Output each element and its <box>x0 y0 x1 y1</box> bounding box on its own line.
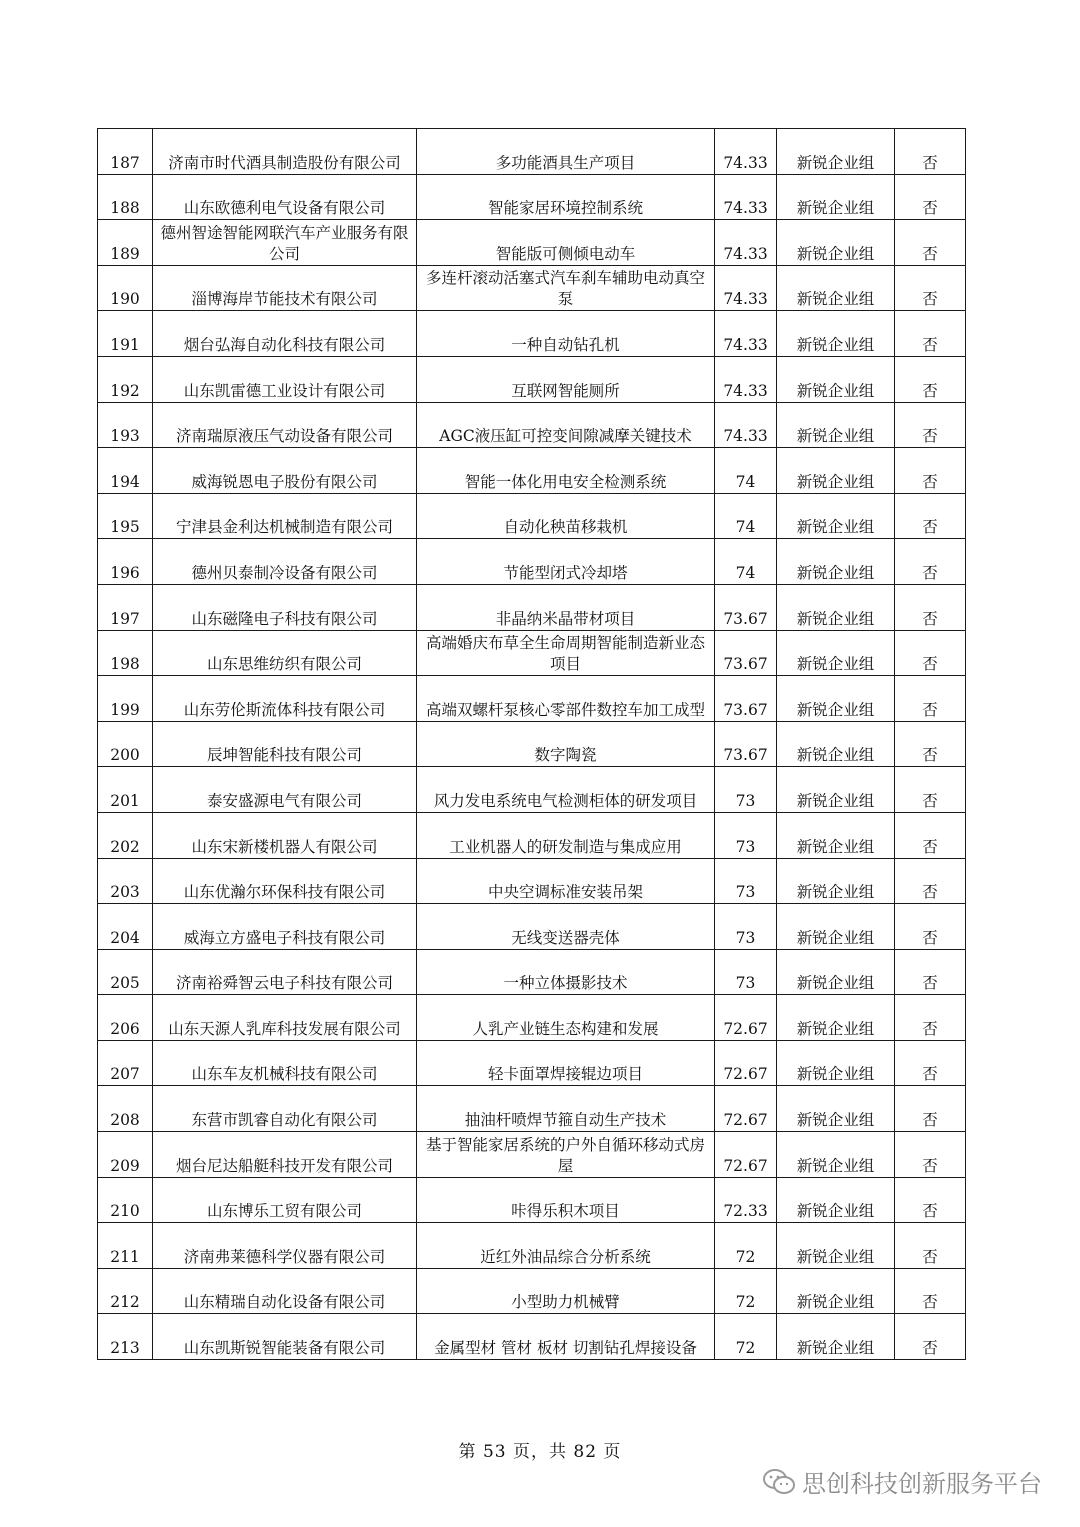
row-number: 213 <box>98 1314 153 1360</box>
group-name: 新锐企业组 <box>777 311 895 357</box>
flag: 否 <box>895 1132 966 1178</box>
flag: 否 <box>895 356 966 402</box>
row-number: 189 <box>98 220 153 266</box>
project-name: 中央空调标准安装吊架 <box>417 858 715 904</box>
project-name: 工业机器人的研发制造与集成应用 <box>417 812 715 858</box>
row-number: 187 <box>98 129 153 175</box>
score: 74.33 <box>715 174 777 220</box>
group-name: 新锐企业组 <box>777 1177 895 1223</box>
table-row <box>98 1177 966 1223</box>
company-name: 山东天源人乳库科技发展有限公司 <box>153 995 417 1041</box>
row-number: 192 <box>98 356 153 402</box>
watermark-text: 思创科技创新服务平台 <box>802 1470 1042 1498</box>
project-name: 金属型材 管材 板材 切割钻孔焊接设备 <box>417 1314 715 1360</box>
score: 74.33 <box>715 356 777 402</box>
project-name: 多连杆滚动活塞式汽车刹车辅助电动真空泵 <box>417 265 715 311</box>
project-name: 近红外油品综合分析系统 <box>417 1223 715 1269</box>
row-number: 200 <box>98 721 153 767</box>
project-name: 互联网智能厕所 <box>417 356 715 402</box>
row-number: 198 <box>98 630 153 676</box>
project-name: 非晶纳米晶带材项目 <box>417 584 715 630</box>
table-row <box>98 1040 966 1086</box>
score: 74 <box>715 448 777 494</box>
row-number: 207 <box>98 1040 153 1086</box>
score: 73.67 <box>715 630 777 676</box>
table-row <box>98 812 966 858</box>
score: 74.33 <box>715 220 777 266</box>
row-number: 208 <box>98 1086 153 1132</box>
group-name: 新锐企业组 <box>777 265 895 311</box>
project-name: 多功能酒具生产项目 <box>417 129 715 175</box>
company-name: 山东劳伦斯流体科技有限公司 <box>153 676 417 722</box>
score: 73 <box>715 949 777 995</box>
company-name: 威海锐恩电子股份有限公司 <box>153 448 417 494</box>
table-row <box>98 1086 966 1132</box>
project-name: 基于智能家居系统的户外自循环移动式房屋 <box>417 1132 715 1178</box>
flag: 否 <box>895 1268 966 1314</box>
project-name: 风力发电系统电气检测柜体的研发项目 <box>417 767 715 813</box>
watermark <box>762 1464 1042 1499</box>
row-number: 204 <box>98 904 153 950</box>
group-name: 新锐企业组 <box>777 356 895 402</box>
flag: 否 <box>895 448 966 494</box>
company-name: 山东磁隆电子科技有限公司 <box>153 584 417 630</box>
group-name: 新锐企业组 <box>777 858 895 904</box>
flag: 否 <box>895 174 966 220</box>
project-name: 无线变送器壳体 <box>417 904 715 950</box>
score: 72.67 <box>715 1086 777 1132</box>
row-number: 211 <box>98 1223 153 1269</box>
row-number: 194 <box>98 448 153 494</box>
score: 72.33 <box>715 1177 777 1223</box>
project-name: 数字陶瓷 <box>417 721 715 767</box>
flag: 否 <box>895 1223 966 1269</box>
flag: 否 <box>895 995 966 1041</box>
page-footer: 第 53 页，共 82 页 <box>458 1442 622 1462</box>
flag: 否 <box>895 584 966 630</box>
company-name: 山东车友机械科技有限公司 <box>153 1040 417 1086</box>
group-name: 新锐企业组 <box>777 493 895 539</box>
row-number: 188 <box>98 174 153 220</box>
row-number: 206 <box>98 995 153 1041</box>
company-name: 宁津县金利达机械制造有限公司 <box>153 493 417 539</box>
flag: 否 <box>895 1040 966 1086</box>
flag: 否 <box>895 1314 966 1360</box>
group-name: 新锐企业组 <box>777 174 895 220</box>
company-name: 淄博海岸节能技术有限公司 <box>153 265 417 311</box>
score: 74.33 <box>715 265 777 311</box>
row-number: 205 <box>98 949 153 995</box>
table-row <box>98 539 966 585</box>
company-name: 济南裕舜智云电子科技有限公司 <box>153 949 417 995</box>
row-number: 202 <box>98 812 153 858</box>
flag: 否 <box>895 265 966 311</box>
row-number: 210 <box>98 1177 153 1223</box>
table-row <box>98 356 966 402</box>
group-name: 新锐企业组 <box>777 995 895 1041</box>
score: 74.33 <box>715 129 777 175</box>
project-name: 小型助力机械臂 <box>417 1268 715 1314</box>
group-name: 新锐企业组 <box>777 949 895 995</box>
score: 74 <box>715 493 777 539</box>
score: 73 <box>715 812 777 858</box>
flag: 否 <box>895 949 966 995</box>
flag: 否 <box>895 630 966 676</box>
score: 73.67 <box>715 676 777 722</box>
company-name: 山东思维纺织有限公司 <box>153 630 417 676</box>
company-name: 威海立方盛电子科技有限公司 <box>153 904 417 950</box>
project-name: 高端双螺杆泵核心零部件数控车加工成型 <box>417 676 715 722</box>
score: 72.67 <box>715 1132 777 1178</box>
score: 74.33 <box>715 402 777 448</box>
row-number: 201 <box>98 767 153 813</box>
company-name: 辰坤智能科技有限公司 <box>153 721 417 767</box>
flag: 否 <box>895 311 966 357</box>
project-name: AGC液压缸可控变间隙减摩关键技术 <box>417 402 715 448</box>
flag: 否 <box>895 904 966 950</box>
table-row <box>98 676 966 722</box>
table-row <box>98 584 966 630</box>
group-name: 新锐企业组 <box>777 1086 895 1132</box>
wechat-icon <box>762 1468 796 1496</box>
flag: 否 <box>895 858 966 904</box>
project-name: 智能一体化用电安全检测系统 <box>417 448 715 494</box>
results-table <box>97 128 966 1360</box>
score: 73 <box>715 767 777 813</box>
flag: 否 <box>895 493 966 539</box>
table-row <box>98 448 966 494</box>
table-row <box>98 1314 966 1360</box>
score: 74.33 <box>715 311 777 357</box>
company-name: 山东优瀚尔环保科技有限公司 <box>153 858 417 904</box>
score: 72 <box>715 1223 777 1269</box>
company-name: 东营市凯睿自动化有限公司 <box>153 1086 417 1132</box>
row-number: 196 <box>98 539 153 585</box>
row-number: 193 <box>98 402 153 448</box>
group-name: 新锐企业组 <box>777 220 895 266</box>
table-row <box>98 402 966 448</box>
flag: 否 <box>895 721 966 767</box>
project-name: 节能型闭式冷却塔 <box>417 539 715 585</box>
table-row <box>98 493 966 539</box>
project-name: 自动化秧苗移栽机 <box>417 493 715 539</box>
row-number: 197 <box>98 584 153 630</box>
flag: 否 <box>895 1177 966 1223</box>
group-name: 新锐企业组 <box>777 1268 895 1314</box>
company-name: 山东欧德利电气设备有限公司 <box>153 174 417 220</box>
group-name: 新锐企业组 <box>777 721 895 767</box>
table-row <box>98 220 966 266</box>
project-name: 一种立体摄影技术 <box>417 949 715 995</box>
row-number: 203 <box>98 858 153 904</box>
table-row <box>98 311 966 357</box>
table-row <box>98 265 966 311</box>
company-name: 山东博乐工贸有限公司 <box>153 1177 417 1223</box>
group-name: 新锐企业组 <box>777 904 895 950</box>
company-name: 烟台弘海自动化科技有限公司 <box>153 311 417 357</box>
group-name: 新锐企业组 <box>777 767 895 813</box>
project-name: 人乳产业链生态构建和发展 <box>417 995 715 1041</box>
company-name: 济南市时代酒具制造股份有限公司 <box>153 129 417 175</box>
table-row <box>98 721 966 767</box>
project-name: 高端婚庆布草全生命周期智能制造新业态项目 <box>417 630 715 676</box>
row-number: 199 <box>98 676 153 722</box>
score: 74 <box>715 539 777 585</box>
flag: 否 <box>895 539 966 585</box>
group-name: 新锐企业组 <box>777 1223 895 1269</box>
table-row <box>98 174 966 220</box>
score: 73.67 <box>715 584 777 630</box>
project-name: 一种自动钻孔机 <box>417 311 715 357</box>
score: 72 <box>715 1268 777 1314</box>
group-name: 新锐企业组 <box>777 676 895 722</box>
company-name: 德州智途智能网联汽车产业服务有限公司 <box>153 220 417 266</box>
score: 72.67 <box>715 1040 777 1086</box>
company-name: 济南弗莱德科学仪器有限公司 <box>153 1223 417 1269</box>
flag: 否 <box>895 676 966 722</box>
row-number: 191 <box>98 311 153 357</box>
project-name: 抽油杆喷焊节箍自动生产技术 <box>417 1086 715 1132</box>
flag: 否 <box>895 1086 966 1132</box>
group-name: 新锐企业组 <box>777 402 895 448</box>
company-name: 山东精瑞自动化设备有限公司 <box>153 1268 417 1314</box>
score: 72.67 <box>715 995 777 1041</box>
group-name: 新锐企业组 <box>777 630 895 676</box>
group-name: 新锐企业组 <box>777 448 895 494</box>
flag: 否 <box>895 129 966 175</box>
project-name: 咔得乐积木项目 <box>417 1177 715 1223</box>
score: 73 <box>715 904 777 950</box>
table-row <box>98 1223 966 1269</box>
table-row <box>98 767 966 813</box>
group-name: 新锐企业组 <box>777 1040 895 1086</box>
company-name: 烟台尼达船艇科技开发有限公司 <box>153 1132 417 1178</box>
table-row <box>98 949 966 995</box>
flag: 否 <box>895 767 966 813</box>
project-name: 智能版可侧倾电动车 <box>417 220 715 266</box>
project-name: 智能家居环境控制系统 <box>417 174 715 220</box>
company-name: 山东宋新楼机器人有限公司 <box>153 812 417 858</box>
score: 72 <box>715 1314 777 1360</box>
row-number: 212 <box>98 1268 153 1314</box>
group-name: 新锐企业组 <box>777 812 895 858</box>
table-row <box>98 630 966 676</box>
flag: 否 <box>895 402 966 448</box>
score: 73.67 <box>715 721 777 767</box>
group-name: 新锐企业组 <box>777 1314 895 1360</box>
group-name: 新锐企业组 <box>777 129 895 175</box>
group-name: 新锐企业组 <box>777 1132 895 1178</box>
table-row <box>98 858 966 904</box>
row-number: 209 <box>98 1132 153 1178</box>
row-number: 195 <box>98 493 153 539</box>
table-row <box>98 129 966 175</box>
company-name: 泰安盛源电气有限公司 <box>153 767 417 813</box>
group-name: 新锐企业组 <box>777 584 895 630</box>
flag: 否 <box>895 220 966 266</box>
table-row <box>98 1132 966 1178</box>
company-name: 济南瑞原液压气动设备有限公司 <box>153 402 417 448</box>
group-name: 新锐企业组 <box>777 539 895 585</box>
company-name: 山东凯斯锐智能装备有限公司 <box>153 1314 417 1360</box>
row-number: 190 <box>98 265 153 311</box>
company-name: 德州贝泰制冷设备有限公司 <box>153 539 417 585</box>
score: 73 <box>715 858 777 904</box>
flag: 否 <box>895 812 966 858</box>
table-row <box>98 995 966 1041</box>
table-row <box>98 1268 966 1314</box>
company-name: 山东凯雷德工业设计有限公司 <box>153 356 417 402</box>
table-row <box>98 904 966 950</box>
project-name: 轻卡面罩焊接辊边项目 <box>417 1040 715 1086</box>
